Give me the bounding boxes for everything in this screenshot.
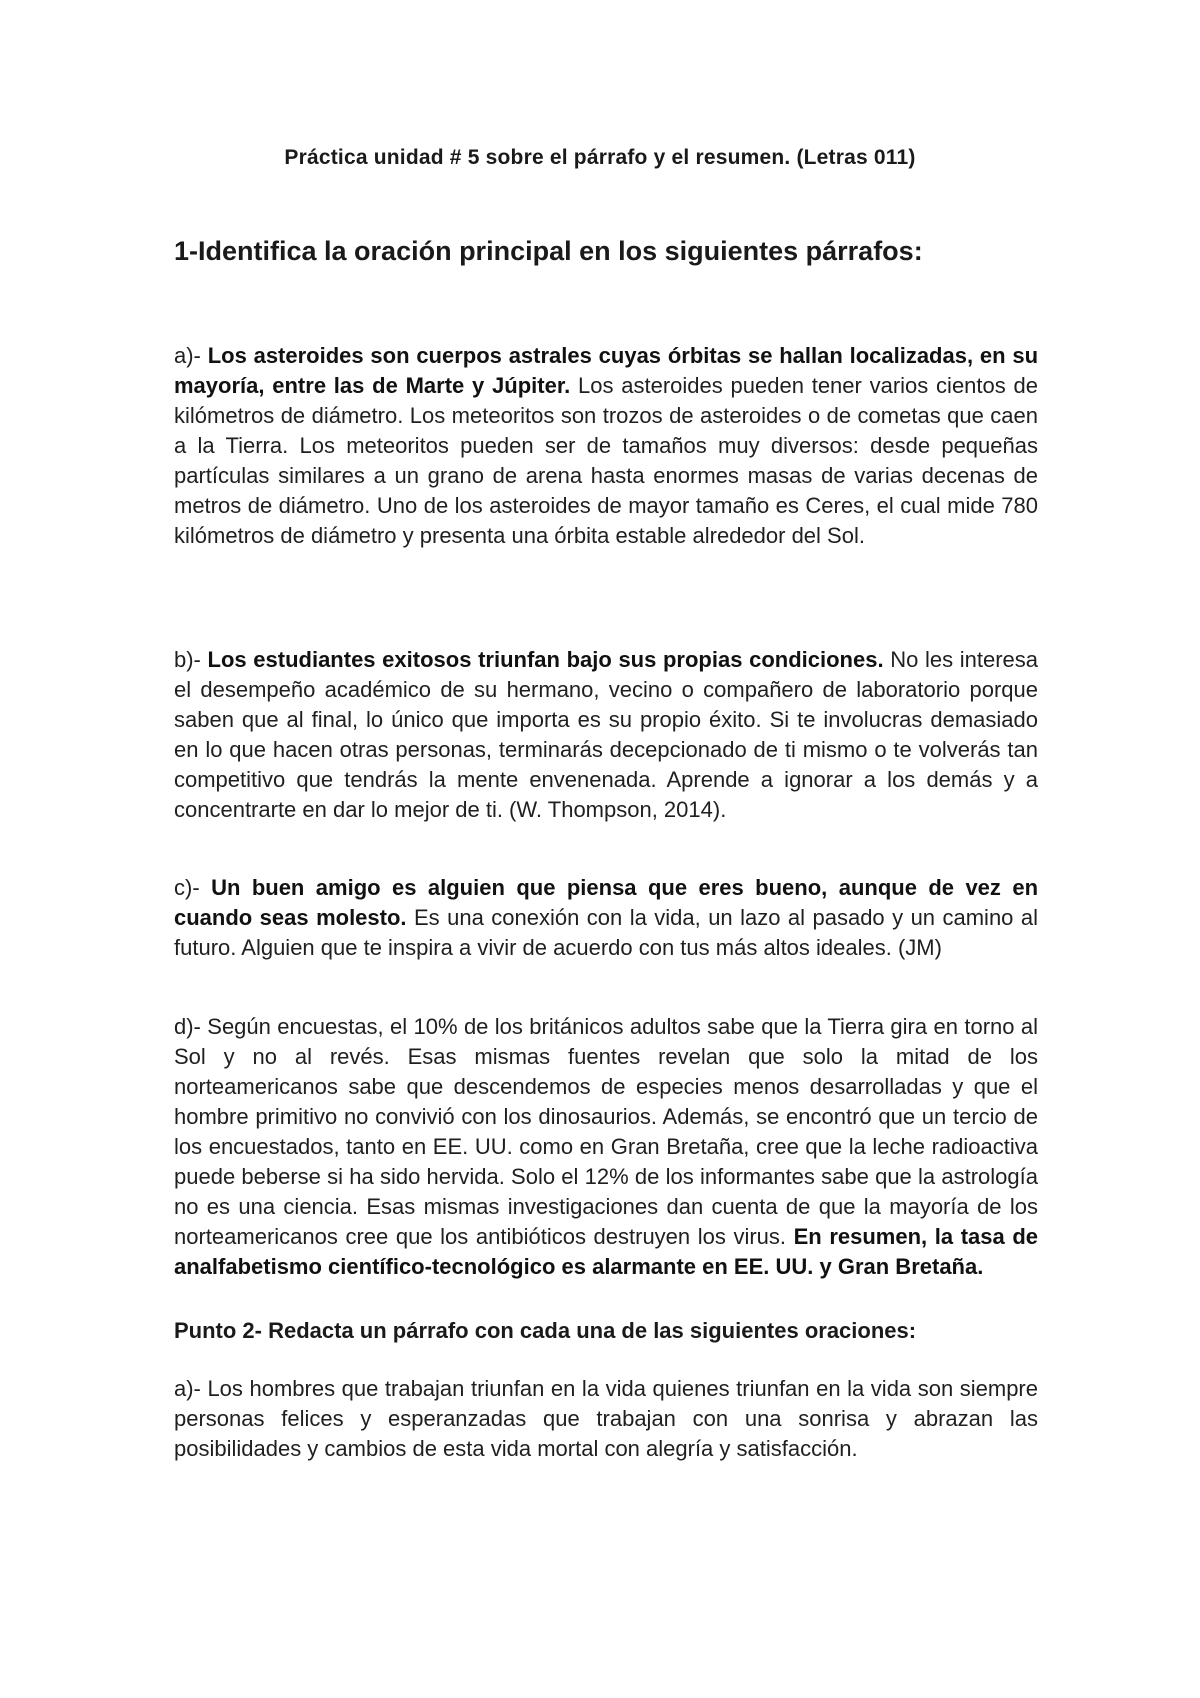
- paragraph-d: [174, 1012, 1038, 1282]
- paragraph-a-main-sentence: Los asteroides son cuerpos astrales cuyas órbitas se hallan localizadas, en su mayoría, entre las de Marte y Júpiter.: [174, 343, 1039, 398]
- paragraph-a-label: a)-: [174, 343, 208, 368]
- section-2-heading: Punto 2- Redacta un párrafo con cada una de las siguientes oraciones:: [174, 1318, 917, 1343]
- exercise-2-paragraph-a: a)- Los hombres que trabajan triunfan en la vida quienes triunfan en la vida son siempre personas felices y esperanzadas que trabajan con una sonrisa y abrazan las posibilidades y cambios de esta vida mortal con alegría y satisfacción.: [174, 1376, 1038, 1461]
- paragraph-c-main-sentence: Un buen amigo es alguien que piensa que eres bueno, aunque de vez en cuando seas molesto.: [174, 875, 1039, 930]
- paragraph-b-body: No les interesa el desempeño académico de su hermano, vecino o compañero de laboratorio porque saben que al final, lo único que importa es su propio éxito. Si te involucras demasiado en lo que hacen otras personas, terminarás decepcionado de ti mismo o te volverás tan competitivo que tendrás la mente envenenada. Aprende a ignorar a los demás y a concentrarte en dar lo mejor de ti. (W. Thompson, 2014).: [174, 647, 1039, 822]
- paragraph-b-main-sentence: Los estudiantes exitosos triunfan bajo sus propias condiciones.: [207, 647, 884, 672]
- paragraph-a-body: Los asteroides pueden tener varios cientos de kilómetros de diámetro. Los meteoritos son trozos de asteroides o de cometas que caen a la Tierra. Los meteoritos pueden ser de tamaños muy diversos: desde pequeñas partículas similares a un grano de arena hasta enormes masas de varias decenas de metros de diámetro. Uno de los asteroides de mayor tamaño es Ceres, el cual mide 780 kilómetros de diámetro y presenta una órbita estable alrededor del Sol.: [174, 373, 1038, 548]
- paragraph-c-label: c)-: [174, 875, 212, 900]
- paragraph-d-body: d)- Según encuestas, el 10% de los británicos adultos sabe que la Tierra gira en torno al Sol y no al revés. Esas mismas fuentes revelan que solo la mitad de los norteamericanos sabe que descendemos de especies menos desarrolladas y que el hombre primitivo no convivió con los dinosaurios. Además, se encontró que un tercio de los encuestados, tanto en EE. UU. como en Gran Bretaña, cree que la leche radioactiva puede beberse si ha sido hervida. Solo el 12% de los informantes sabe que la astrología no es una ciencia. Esas mismas investigaciones dan cuenta de que la mayoría de los norteamericanos cree que los antibióticos destruyen los virus.: [174, 1014, 1038, 1249]
- paragraph-d-main-sentence: En resumen, la tasa de analfabetismo científico-tecnológico es alarmante en EE. UU. y Gran Bretaña.: [174, 1224, 1038, 1279]
- paragraph-a: [174, 341, 1038, 551]
- paragraph-c-body: Es una conexión con la vida, un lazo al pasado y un camino al futuro. Alguien que te inspira a vivir de acuerdo con tus más altos ideales. (JM): [174, 905, 1038, 960]
- paragraph-b: [174, 645, 1038, 825]
- document-title: Práctica unidad # 5 sobre el párrafo y el resumen. (Letras 011): [284, 146, 916, 169]
- paragraph-b-label: b)-: [174, 647, 208, 672]
- paragraph-c: [174, 873, 1038, 963]
- section-1-heading: 1-Identifica la oración principal en los siguientes párrafos:: [174, 236, 923, 266]
